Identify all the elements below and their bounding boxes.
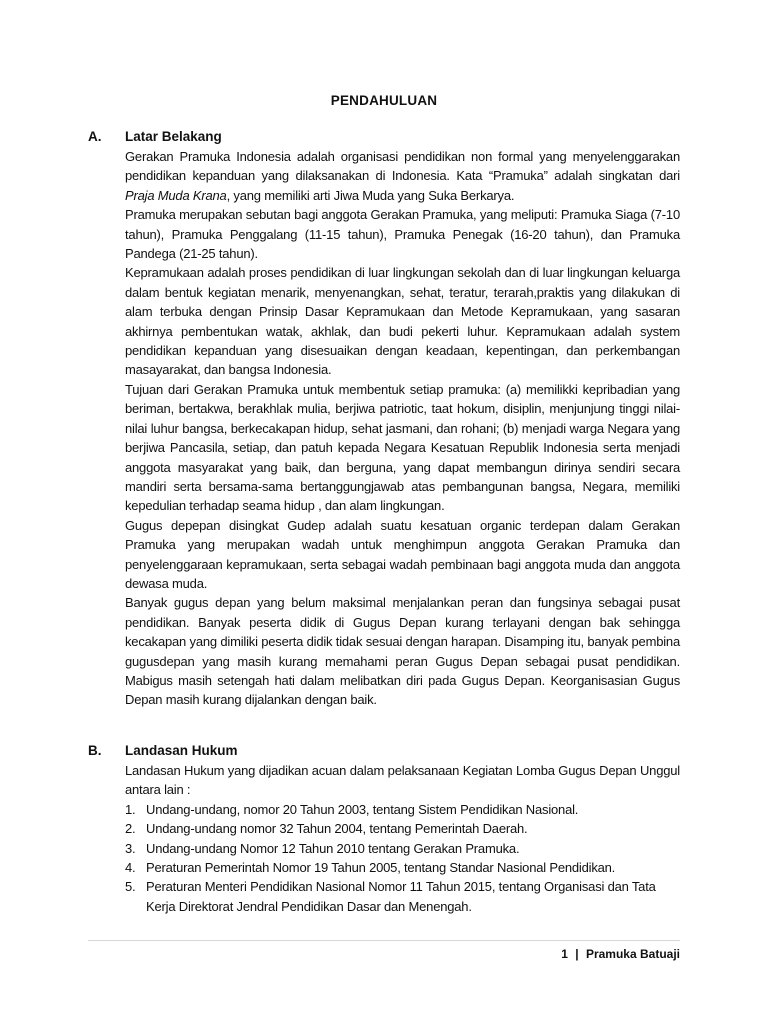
footer-label: Pramuka Batuaji [585, 947, 680, 961]
paragraph: Pramuka merupakan sebutan bagi anggota Gerakan Pramuka, yang meliputi: Pramuka Siaga (7-10 tahun), Pramuka Penggalang (11-15 tahun), Pramuka Penegak (16-20 tahun), dan Pramuka Pandega (21-25 tahun). [125, 207, 680, 262]
paragraph: Gugus depepan disingkat Gudep adalah suatu kesatuan organic terdepan dalam Gerakan Pramuka yang merupakan wadah untuk menghimpun anggota Gerakan Pramuka dan penyelenggaraan kepramukaan, serta sebagai wadah pembinaan bagi anggota muda dan anggota dewasa muda. [125, 517, 680, 591]
list-item [125, 819, 680, 838]
footer-separator: | [575, 947, 579, 961]
list-item [125, 858, 680, 877]
list-number: 3. [125, 840, 136, 856]
italic-term: Praja Muda Krana [125, 187, 227, 203]
paragraph: Landasan Hukum yang dijadikan acuan dalam pelaksanaan Kegiatan Lomba Gugus Depan Unggul antara lain : [125, 763, 680, 798]
section-landasan-hukum [88, 741, 680, 916]
paragraph: Banyak gugus depan yang belum maksimal menjalankan peran dan fungsinya sebagai pusat pendidikan. Banyak peserta didik di Gugus Depan kurang terlayani dengan bak sehingga kecakapan yang dimiliki peserta didik tidak sesuai dengan harapan. Disamping itu, banyak pembina gugusdepan yang masih kurang memahami peran Gugus Depan sebagai pusat pendidikan. Mabigus masih setengah hati dalam melibatkan diri pada Gugus Depan. Keorganisasian Gugus Depan masih kurang dijalankan dengan baik. [125, 595, 680, 708]
section-latar-belakang [88, 127, 680, 710]
list-item [125, 877, 680, 916]
section-heading [88, 127, 680, 147]
list-item [125, 800, 680, 819]
list-number: 1. [125, 801, 136, 817]
paragraph-text: , yang memiliki arti Jiwa Muda yang Suka Berkarya. [226, 187, 515, 203]
list-item [125, 839, 680, 858]
list-number: 5. [125, 879, 136, 895]
list-text: Peraturan Menteri Pendidikan Nasional Nomor 11 Tahun 2015, tentang Organisasi dan Tata Kerja Direktorat Jendral Pendidikan Dasar dan Menengah. [146, 879, 656, 914]
footer-divider [88, 940, 680, 941]
list-number: 4. [125, 860, 136, 876]
list-number: 2. [125, 821, 136, 837]
paragraph: Tujuan dari Gerakan Pramuka untuk membentuk setiap pramuka: (a) memilikki kepribadian yang beriman, bertakwa, berakhlak mulia, berjiwa patriotic, taat hokum, disiplin, menjunjung tinggi nilai-nilai luhur bangsa, berkecakapan hidup, sehat jasmani, dan rohani; (b) menjadi warga Negara yang berjiwa Pancasila, setiap, dan patuh kepada Negara Kesatuan Republik Indonesia serta menjadi anggota masyarakat yang baik, dan berguna, yang dapat membangun dirinya sendiri secara mandiri serta bersama-sama bertanggungjawab atas pembangunan bangsa, Negara, memiliki kepedulian terhadap seama hidup , dan alam lingkungan. [125, 381, 680, 514]
section-heading [88, 741, 680, 761]
law-list [125, 800, 680, 916]
paragraph [125, 147, 680, 205]
section-body [125, 147, 680, 710]
page-number: 1 [561, 947, 568, 961]
paragraph-text: Gerakan Pramuka Indonesia adalah organisasi pendidikan non formal yang menyelenggarakan pendidikan kepanduan yang dilaksanakan di Indonesia. Kata “Pramuka” adalah singkatan dari [125, 149, 680, 184]
section-letter: B. [88, 743, 102, 758]
list-text: Peraturan Pemerintah Nomor 19 Tahun 2005, tentang Standar Nasional Pendidikan. [146, 860, 616, 876]
list-text: Undang-undang Nomor 12 Tahun 2010 tentang Gerakan Pramuka. [146, 840, 520, 856]
section-letter: A. [88, 129, 102, 144]
paragraph: Kepramukaan adalah proses pendidikan di luar lingkungan sekolah dan di luar lingkungan keluarga dalam bentuk kegiatan menarik, menyenangkan, sehat, teratur, terarah,praktis yang dilakukan di alam terbuka dengan Prinsip Dasar Kepramukaan dan Metode Kepramukaan, yang sasaran akhirnya pembentukan watak, akhlak, dan budi pekerti luhur. Kepramukaan adalah system pendidikan kepanduan yang disesuaikan dengan keadaan, kepentingan, dan perkembangan masayarakat, dan bangsa Indonesia. [125, 265, 680, 378]
section-body [125, 761, 680, 916]
list-text: Undang-undang, nomor 20 Tahun 2003, tentang Sistem Pendidikan Nasional. [146, 801, 579, 817]
list-text: Undang-undang nomor 32 Tahun 2004, tentang Pemerintah Daerah. [146, 821, 528, 837]
section-title: Latar Belakang [125, 129, 222, 144]
page-title: PENDAHULUAN [330, 93, 438, 108]
page-footer [561, 946, 680, 962]
section-title: Landasan Hukum [125, 743, 238, 758]
